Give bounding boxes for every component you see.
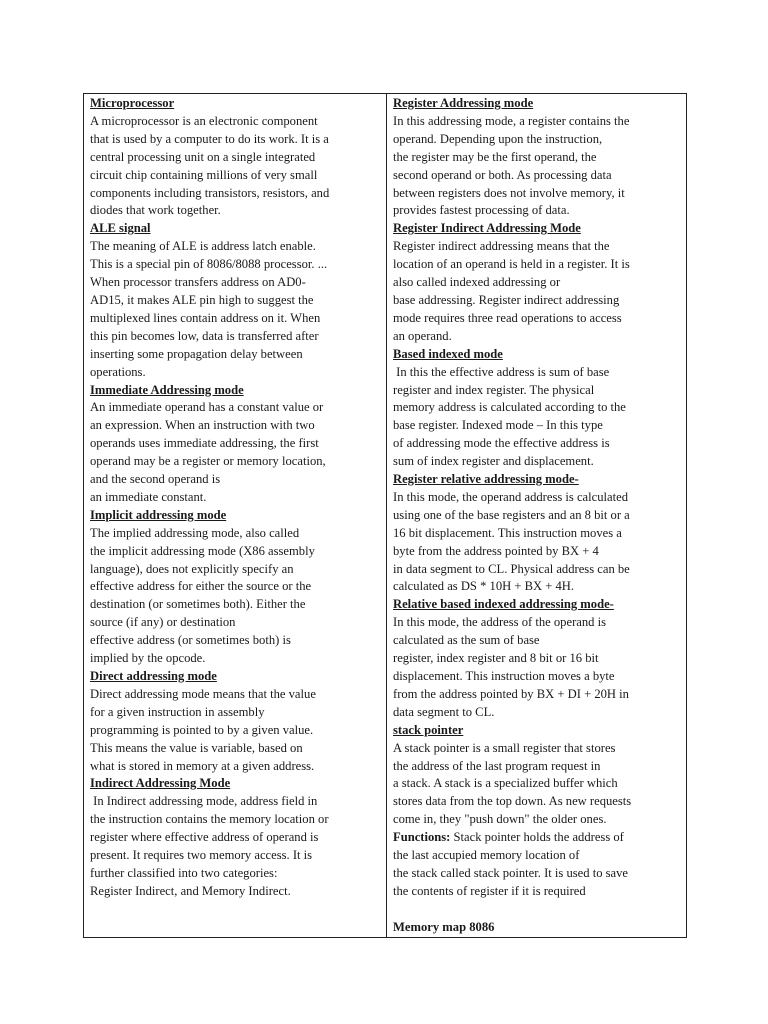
body-line: using one of the base registers and an 8 bit or a bbox=[393, 507, 630, 522]
body-line: In this addressing mode, a register contains the bbox=[393, 113, 630, 128]
body-line: operations. bbox=[90, 364, 146, 379]
body-line: the last accupied memory location of bbox=[393, 848, 580, 863]
right-column bbox=[387, 94, 687, 938]
body-line: programming is pointed to by a given value. bbox=[90, 722, 314, 737]
body-line: stores data from the top down. As new requests bbox=[393, 794, 632, 809]
body-line: 16 bit displacement. This instruction moves a bbox=[393, 525, 622, 540]
section-relative-based-indexed-addressing-mode bbox=[393, 596, 682, 721]
functions-line bbox=[393, 829, 682, 847]
body-line: the contents of register if it is required bbox=[393, 883, 586, 898]
body-line: An immediate operand has a constant value or bbox=[90, 400, 324, 415]
body-line: The meaning of ALE is address latch enable. bbox=[90, 239, 316, 254]
section-indirect-addressing-mode bbox=[90, 775, 382, 900]
body-line: Direct addressing mode means that the value bbox=[90, 686, 316, 701]
body-line: operand. Depending upon the instruction, bbox=[393, 131, 603, 146]
section-heading: Implicit addressing mode bbox=[90, 507, 227, 522]
section-ale-signal bbox=[90, 220, 382, 381]
functions-label: Functions: bbox=[393, 830, 451, 845]
body-line: effective address for either the source or the bbox=[90, 579, 312, 594]
body-line: source (if any) or destination bbox=[90, 615, 236, 630]
body-line: Register indirect addressing means that the bbox=[393, 239, 610, 254]
section-heading: Immediate Addressing mode bbox=[90, 382, 244, 397]
section-heading: Register relative addressing mode- bbox=[393, 472, 579, 487]
body-line: in data segment to CL. Physical address can be bbox=[393, 561, 630, 576]
section-stack-pointer bbox=[393, 722, 682, 829]
body-line: In Indirect addressing mode, address field in bbox=[90, 794, 318, 809]
body-line: second operand or both. As processing data bbox=[393, 167, 612, 182]
body-line: and the second operand is bbox=[90, 472, 221, 487]
section-heading: Indirect Addressing Mode bbox=[90, 776, 231, 791]
body-line: a stack. A stack is a specialized buffer which bbox=[393, 776, 618, 791]
body-line: circuit chip containing millions of very small bbox=[90, 167, 318, 182]
body-line: Register Indirect, and Memory Indirect. bbox=[90, 883, 291, 898]
body-line: the stack called stack pointer. It is used to save bbox=[393, 865, 629, 880]
body-line: In this mode, the address of the operand is bbox=[393, 615, 606, 630]
body-line: The implied addressing mode, also called bbox=[90, 525, 300, 540]
body-line: from the address pointed by BX + DI + 20H in bbox=[393, 686, 629, 701]
section-direct-addressing-mode bbox=[90, 668, 382, 775]
body-line: operand may be a register or memory location, bbox=[90, 454, 326, 469]
notes-table bbox=[83, 93, 687, 938]
body-line: between registers does not involve memory, it bbox=[393, 185, 625, 200]
section-heading: Register Addressing mode bbox=[393, 96, 534, 110]
section-heading: Register Indirect Addressing Mode bbox=[393, 221, 581, 236]
left-column bbox=[84, 94, 387, 938]
body-line: When processor transfers address on AD0- bbox=[90, 275, 306, 290]
body-line: base addressing. Register indirect addressing bbox=[393, 292, 620, 307]
body-line: this pin becomes low, data is transferred after bbox=[90, 328, 319, 343]
body-line: the implicit addressing mode (X86 assembly bbox=[90, 543, 315, 558]
body-line: location of an operand is held in a register. It is bbox=[393, 257, 630, 272]
body-line: provides fastest processing of data. bbox=[393, 203, 570, 218]
body-line: the address of the last program request in bbox=[393, 758, 601, 773]
body-line: Stack pointer holds the address of bbox=[450, 830, 624, 845]
body-line: calculated as the sum of base bbox=[393, 633, 540, 648]
body-line: In this mode, the operand address is calculated bbox=[393, 489, 629, 504]
memory-map-heading: Memory map 8086 bbox=[393, 919, 495, 934]
body-line: destination (or sometimes both). Either the bbox=[90, 597, 306, 612]
body-line: register where effective address of operand is bbox=[90, 830, 319, 845]
body-line: the instruction contains the memory location or bbox=[90, 812, 329, 827]
body-line: inserting some propagation delay between bbox=[90, 346, 303, 361]
body-line: In this the effective address is sum of base bbox=[393, 364, 610, 379]
body-line: language), does not explicitly specify an bbox=[90, 561, 294, 576]
section-register-indirect-addressing-mode bbox=[393, 220, 682, 345]
section-heading: Based indexed mode bbox=[393, 346, 503, 361]
body-line: register, index register and 8 bit or 16 bit bbox=[393, 651, 599, 666]
body-line: central processing unit on a single integrated bbox=[90, 149, 316, 164]
body-line: sum of index register and displacement. bbox=[393, 454, 594, 469]
body-line: operands uses immediate addressing, the first bbox=[90, 436, 319, 451]
section-heading: Relative based indexed addressing mode- bbox=[393, 597, 614, 612]
body-line: displacement. This instruction moves a byte bbox=[393, 669, 615, 683]
body-line: implied by the opcode. bbox=[90, 651, 206, 666]
body-line: further classified into two categories: bbox=[90, 865, 278, 880]
section-register-addressing-mode bbox=[393, 95, 682, 220]
body-line: the register may be the first operand, the bbox=[393, 149, 597, 164]
section-heading: Microprocessor bbox=[90, 96, 175, 110]
body-line: register and index register. The physical bbox=[393, 382, 595, 397]
section-heading: Direct addressing mode bbox=[90, 669, 217, 683]
body-line: A stack pointer is a small register that stores bbox=[393, 740, 616, 755]
body-line: This is a special pin of 8086/8088 processor. ... bbox=[90, 257, 328, 272]
body-line: components including transistors, resistors, and bbox=[90, 185, 330, 200]
section-heading: stack pointer bbox=[393, 722, 464, 737]
section-immediate-addressing-mode bbox=[90, 382, 382, 507]
body-line: an immediate constant. bbox=[90, 489, 207, 504]
body-line: mode requires three read operations to access bbox=[393, 310, 622, 325]
body-line: calculated as DS * 10H + BX + 4H. bbox=[393, 579, 575, 594]
body-line: for a given instruction in assembly bbox=[90, 704, 265, 719]
section-functions bbox=[393, 829, 682, 901]
body-line: an expression. When an instruction with two bbox=[90, 418, 315, 433]
body-line: memory address is calculated according to the bbox=[393, 400, 626, 415]
body-line: AD15, it makes ALE pin high to suggest the bbox=[90, 292, 314, 307]
body-line: an operand. bbox=[393, 328, 452, 343]
section-heading: ALE signal bbox=[90, 221, 151, 236]
section-implicit-addressing-mode bbox=[90, 507, 382, 668]
body-line: multiplexed lines contain address on it. When bbox=[90, 310, 321, 325]
section-based-indexed-mode bbox=[393, 346, 682, 471]
body-line: base register. Indexed mode – In this type bbox=[393, 418, 603, 433]
body-line: present. It requires two memory access. It is bbox=[90, 848, 313, 863]
body-line: of addressing mode the effective address is bbox=[393, 436, 610, 451]
body-line: A microprocessor is an electronic component bbox=[90, 113, 318, 128]
body-line: diodes that work together. bbox=[90, 203, 221, 218]
body-line: also called indexed addressing or bbox=[393, 275, 561, 290]
body-line: come in, they "push down" the older ones. bbox=[393, 812, 607, 827]
body-line: data segment to CL. bbox=[393, 704, 495, 719]
body-line: that is used by a computer to do its work. It is a bbox=[90, 131, 329, 146]
body-line: byte from the address pointed by BX + 4 bbox=[393, 543, 599, 558]
section-register-relative-addressing-mode bbox=[393, 471, 682, 596]
table-row bbox=[84, 94, 687, 938]
section-microprocessor bbox=[90, 95, 382, 220]
body-line: This means the value is variable, based on bbox=[90, 740, 303, 755]
body-line: what is stored in memory at a given address. bbox=[90, 758, 315, 773]
body-line: effective address (or sometimes both) is bbox=[90, 633, 291, 648]
